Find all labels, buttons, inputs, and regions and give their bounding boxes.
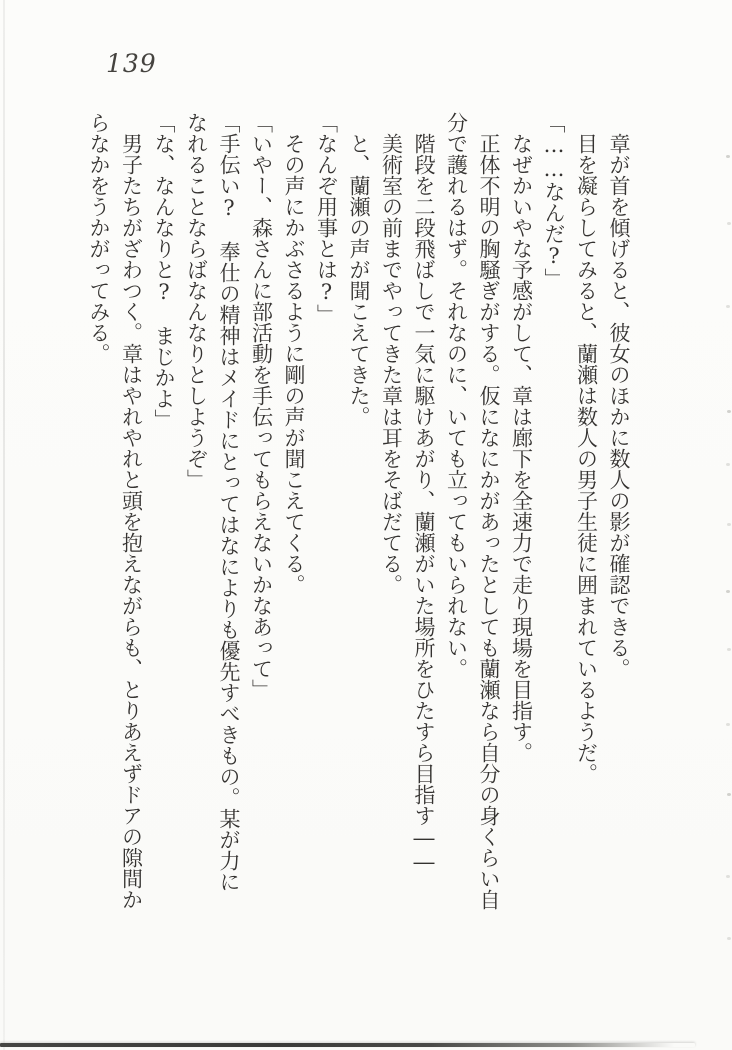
scan-speck [727,410,731,413]
scan-speck [727,793,731,796]
page-bottom-edge-shadow [0,1043,695,1047]
body-text [83,112,636,912]
page-number: 139 [106,49,157,78]
paragraph: その声にかぶさるように剛の声が聞こえてくる。 [282,133,306,595]
scan-speck [726,305,730,308]
scan-speck [727,222,731,225]
paragraph: 美術室の前までやってきた章は耳をそばだてる。 [379,133,404,595]
paragraph: 「いやー、森さんに部活動を手伝ってもらえないかなあって」 [249,112,274,700]
paragraph: なぜかいやな予感がして、章は廊下を全速力で走り現場を目指す。 [509,133,534,763]
paragraph: 「手伝い? 奉仕の精神はメイドにとってはなによりも優先すべきもの。某が力になれることならばなんなりとしようぞ」 [184,112,241,892]
paragraph: 目を凝らしてみると、蘭瀬は数人の男子生徒に囲まれているようだ。 [574,133,599,784]
paragraph: 「……なんだ?」 [542,112,566,289]
paragraph: 章が首を傾げると、彼女のほかに数人の影が確認できる。 [607,133,631,679]
paragraph: と、蘭瀬の声が聞こえてきた。 [347,133,371,427]
page-left-edge-line [3,0,5,1050]
scan-speck [726,590,730,593]
paragraph: 「な、なんなりと? まじかよ」 [152,112,176,430]
scan-speck [726,723,730,726]
paragraph: 男子たちがざわつく。章はやれやれと頭を抱えながらも、とりあえずドアの隙間からなかをうかがってみる。 [87,112,144,910]
scan-speck [726,155,730,158]
scan-speck [727,523,731,526]
scan-speck [726,875,730,878]
scan-speck [726,463,730,466]
paragraph: 階段を二段飛ばしで一気に駆けあがり、蘭瀬がいた場所をひたすら目指す―― [412,133,436,874]
paragraph: 正体不明の胸騒ぎがする。仮になにかがあったとしても蘭瀬なら自分の身くらい自分で護れるはず。それなのに、いても立ってもいられない。 [444,112,501,910]
paragraph: 「なんぞ用事とは?」 [314,112,339,325]
scan-speck [727,648,731,651]
scan-speck [727,937,731,940]
